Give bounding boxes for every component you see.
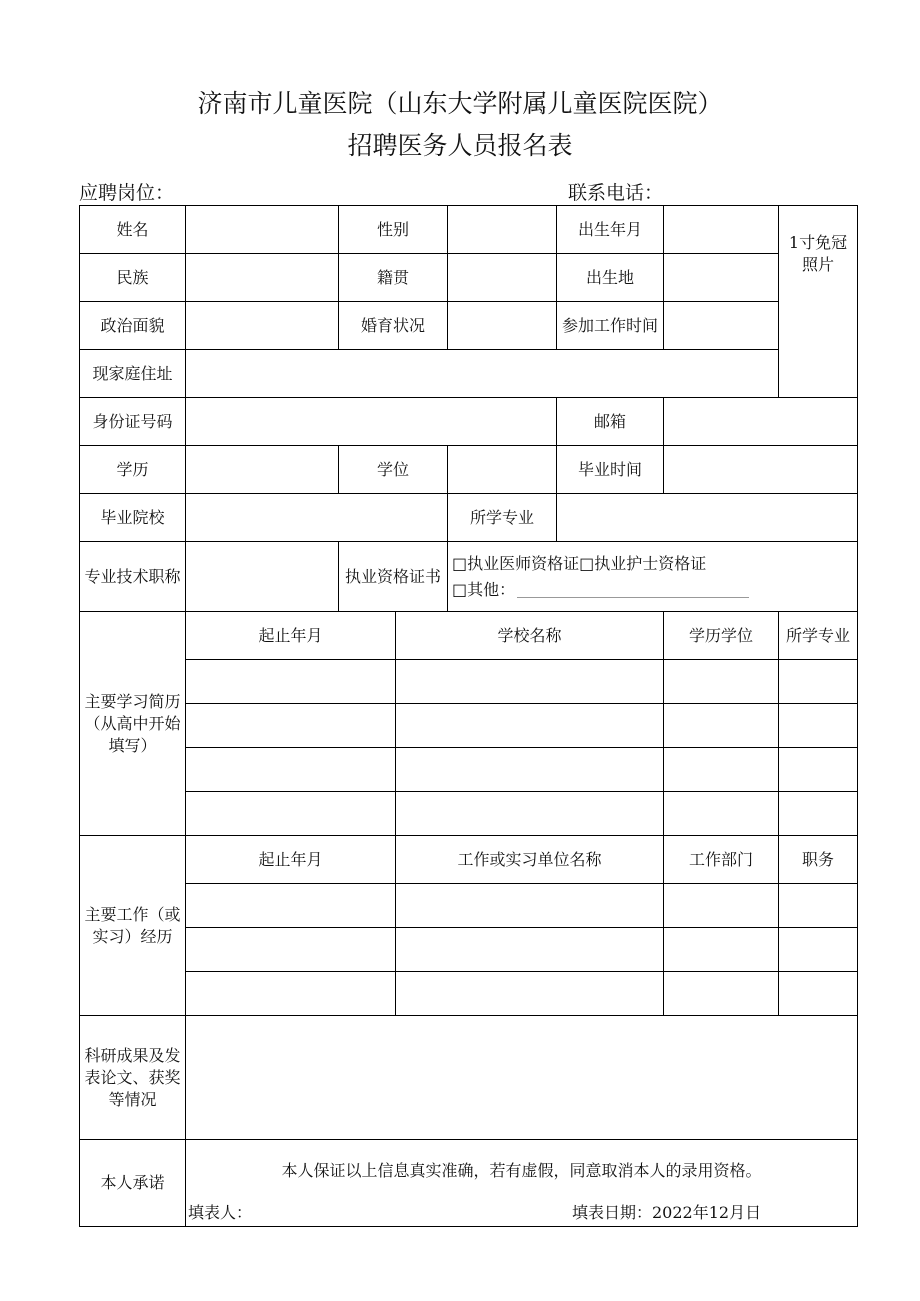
label-ethnicity: 民族 — [80, 254, 186, 302]
license-options — [448, 542, 858, 612]
work-cell[interactable] — [779, 972, 858, 1016]
table-row — [80, 748, 858, 792]
study-header-school: 学校名称 — [396, 612, 664, 660]
field-marital-status[interactable] — [448, 302, 557, 350]
study-cell[interactable] — [779, 748, 858, 792]
photo-box[interactable]: 1寸免冠照片 — [779, 206, 858, 398]
study-cell[interactable] — [664, 748, 779, 792]
study-cell[interactable] — [664, 660, 779, 704]
label-license: 执业资格证书 — [339, 542, 448, 612]
work-cell[interactable] — [664, 884, 779, 928]
phone-label: 联系电话： — [568, 182, 664, 204]
label-birth-month: 出生年月 — [557, 206, 664, 254]
work-section-label: 主要工作（或实习）经历 — [80, 836, 186, 1016]
position-label: 应聘岗位： — [79, 182, 175, 204]
field-gender[interactable] — [448, 206, 557, 254]
work-cell[interactable] — [396, 928, 664, 972]
work-cell[interactable] — [186, 972, 396, 1016]
study-cell[interactable] — [779, 660, 858, 704]
research-field[interactable] — [186, 1016, 858, 1140]
fill-date-label: 填表日期：2022年12月日 — [572, 1203, 762, 1222]
work-cell[interactable] — [664, 972, 779, 1016]
label-political-status: 政治面貌 — [80, 302, 186, 350]
filler-label: 填表人： — [188, 1203, 253, 1222]
study-cell[interactable] — [779, 792, 858, 836]
label-major: 所学专业 — [448, 494, 557, 542]
label-native-place: 籍贯 — [339, 254, 448, 302]
field-home-address[interactable] — [186, 350, 779, 398]
field-graduation-time[interactable] — [664, 446, 858, 494]
field-name[interactable] — [186, 206, 339, 254]
label-gender: 性别 — [339, 206, 448, 254]
field-ethnicity[interactable] — [186, 254, 339, 302]
field-birth-month[interactable] — [664, 206, 779, 254]
study-cell[interactable] — [186, 660, 396, 704]
field-email[interactable] — [664, 398, 858, 446]
label-marital-status: 婚育状况 — [339, 302, 448, 350]
table-row — [80, 792, 858, 836]
study-cell[interactable] — [664, 792, 779, 836]
work-header-unit: 工作或实习单位名称 — [396, 836, 664, 884]
label-education: 学历 — [80, 446, 186, 494]
work-cell[interactable] — [396, 972, 664, 1016]
label-home-address: 现家庭住址 — [80, 350, 186, 398]
work-cell[interactable] — [779, 928, 858, 972]
table-row — [80, 884, 858, 928]
field-professional-title[interactable] — [186, 542, 339, 612]
label-birthplace: 出生地 — [557, 254, 664, 302]
study-header-period: 起止年月 — [186, 612, 396, 660]
label-name: 姓名 — [80, 206, 186, 254]
study-cell[interactable] — [396, 748, 664, 792]
label-school: 毕业院校 — [80, 494, 186, 542]
work-cell[interactable] — [186, 884, 396, 928]
label-degree: 学位 — [339, 446, 448, 494]
field-native-place[interactable] — [448, 254, 557, 302]
work-cell[interactable] — [664, 928, 779, 972]
field-degree[interactable] — [448, 446, 557, 494]
study-header-major: 所学专业 — [779, 612, 858, 660]
label-professional-title: 专业技术职称 — [80, 542, 186, 612]
label-work-start: 参加工作时间 — [557, 302, 664, 350]
table-row — [80, 660, 858, 704]
study-cell[interactable] — [664, 704, 779, 748]
field-work-start[interactable] — [664, 302, 779, 350]
study-cell[interactable] — [186, 792, 396, 836]
table-row — [80, 972, 858, 1016]
study-cell[interactable] — [396, 704, 664, 748]
work-cell[interactable] — [779, 884, 858, 928]
work-header-period: 起止年月 — [186, 836, 396, 884]
commitment-text: 本人保证以上信息真实准确，若有虚假，同意取消本人的录用资格。 — [281, 1161, 762, 1180]
license-other-label: □其他： — [452, 579, 516, 599]
field-political-status[interactable] — [186, 302, 339, 350]
label-id-number: 身份证号码 — [80, 398, 186, 446]
study-cell[interactable] — [396, 660, 664, 704]
application-form-table — [79, 205, 858, 1227]
license-option-doctor-nurse[interactable]: □执业医师资格证□执业护士资格证 — [452, 553, 707, 573]
field-birthplace[interactable] — [664, 254, 779, 302]
study-cell[interactable] — [186, 704, 396, 748]
study-cell[interactable] — [186, 748, 396, 792]
research-label: 科研成果及发表论文、获奖等情况 — [80, 1016, 186, 1140]
field-major[interactable] — [557, 494, 858, 542]
label-email: 邮箱 — [557, 398, 664, 446]
table-row — [80, 928, 858, 972]
table-row — [80, 704, 858, 748]
license-option-other[interactable] — [450, 577, 855, 603]
study-section-label: 主要学习简历（从高中开始填写） — [80, 612, 186, 836]
study-header-degree: 学历学位 — [664, 612, 779, 660]
commitment-cell — [186, 1140, 858, 1227]
license-other-line[interactable] — [517, 583, 749, 598]
study-cell[interactable] — [779, 704, 858, 748]
work-header-department: 工作部门 — [664, 836, 779, 884]
work-header-position: 职务 — [779, 836, 858, 884]
work-cell[interactable] — [186, 928, 396, 972]
field-id-number[interactable] — [186, 398, 557, 446]
commitment-label: 本人承诺 — [80, 1140, 186, 1227]
form-title-line2: 招聘医务人员报名表 — [347, 131, 573, 160]
study-cell[interactable] — [396, 792, 664, 836]
label-graduation-time: 毕业时间 — [557, 446, 664, 494]
field-education[interactable] — [186, 446, 339, 494]
work-cell[interactable] — [396, 884, 664, 928]
field-school[interactable] — [186, 494, 448, 542]
form-title-line1: 济南市儿童医院（山东大学附属儿童医院医院） — [197, 89, 723, 118]
